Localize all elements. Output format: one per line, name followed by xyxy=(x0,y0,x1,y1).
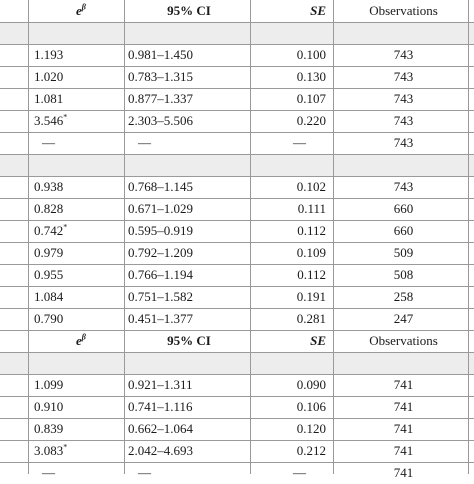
column-divider xyxy=(28,0,29,474)
grid-line xyxy=(0,396,474,397)
grid-line xyxy=(0,154,474,155)
header-se: SE xyxy=(310,3,326,18)
grid-line xyxy=(0,198,474,199)
grid-line xyxy=(0,308,474,309)
column-divider xyxy=(124,0,125,474)
header-exp: $e^\beta$ xyxy=(76,2,86,18)
table-row: 1.081 0.877–1.337 0.107 743 xyxy=(34,91,414,106)
header-row xyxy=(0,0,474,22)
grid-line xyxy=(0,22,474,23)
table-row: — — — 741 xyxy=(42,465,414,480)
table-row: 0.979 0.792–1.209 0.109 509 xyxy=(34,245,414,260)
section-separator xyxy=(0,22,474,44)
table-row: 0.910 0.741–1.116 0.106 741 xyxy=(34,399,414,414)
grid-line xyxy=(0,286,474,287)
grid-line xyxy=(0,352,474,353)
grid-line xyxy=(0,462,474,463)
section-separator xyxy=(0,154,474,176)
grid-line xyxy=(0,176,474,177)
header-observations: Observations xyxy=(369,3,438,18)
header-ci: 95% CI xyxy=(167,3,211,18)
grid-line xyxy=(0,374,474,375)
grid-line xyxy=(0,88,474,89)
header-row: $e^\beta$ 95% CI SE Observations xyxy=(76,332,438,348)
table-row: 3.083* 2.042–4.693 0.212 741 xyxy=(34,442,414,458)
table-row: 0.955 0.766–1.194 0.112 508 xyxy=(34,267,414,282)
grid-line xyxy=(0,418,474,419)
table-row: 0.839 0.662–1.064 0.120 741 xyxy=(34,421,414,436)
grid-line xyxy=(0,132,474,133)
table-row: — — — 743 xyxy=(42,135,414,150)
table-row: 0.938 0.768–1.145 0.102 743 xyxy=(34,179,414,194)
grid-line xyxy=(0,110,474,111)
table-row: 1.020 0.783–1.315 0.130 743 xyxy=(34,69,414,84)
section-separator xyxy=(0,352,474,374)
grid-line xyxy=(0,44,474,45)
grid-line xyxy=(0,66,474,67)
column-divider xyxy=(333,0,334,474)
grid-line xyxy=(0,264,474,265)
grid-line xyxy=(0,242,474,243)
grid-line xyxy=(0,330,474,331)
table-row: 1.099 0.921–1.311 0.090 741 xyxy=(34,377,414,392)
grid-line xyxy=(0,220,474,221)
table-row: 1.193 0.981–1.450 0.100 743 xyxy=(34,47,414,62)
column-divider xyxy=(468,0,469,474)
column-divider xyxy=(250,0,251,474)
table-row: 0.828 0.671–1.029 0.111 660 xyxy=(34,201,414,216)
table-row: 1.084 0.751–1.582 0.191 258 xyxy=(34,289,414,304)
grid-line xyxy=(0,440,474,441)
table-row: 3.546* 2.303–5.506 0.220 743 xyxy=(34,112,414,128)
table-row: 0.790 0.451–1.377 0.281 247 xyxy=(34,311,414,326)
table-row: 0.742* 0.595–0.919 0.112 660 xyxy=(34,222,414,238)
